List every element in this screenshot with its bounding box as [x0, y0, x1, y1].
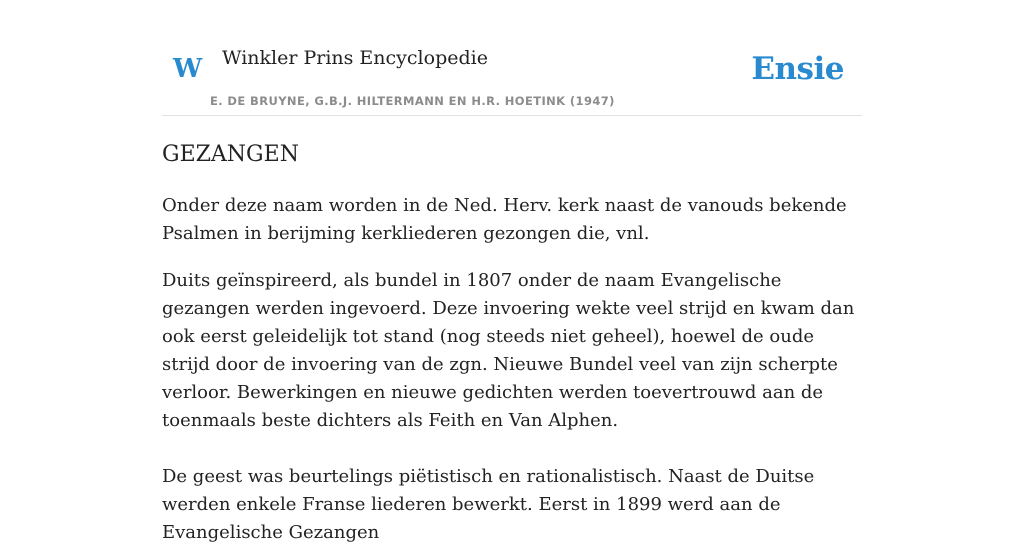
- article-body: [162, 140, 862, 547]
- article-paragraph: De geest was beurtelings piëtistisch en rationalistisch. Naast de Duitse werden enkele Franse liederen bewerkt. Eerst in 1899 werd aan de Evangelische Gezangen: [162, 466, 815, 543]
- article-title: GEZANGEN: [162, 142, 299, 167]
- ensie-logo[interactable]: Ensie: [751, 51, 844, 87]
- source-authors: E. DE BRUYNE, G.B.J. HILTERMANN EN H.R. HOETINK (1947): [210, 94, 615, 108]
- site-header: [162, 36, 862, 116]
- source-title[interactable]: Winkler Prins Encyclopedie: [222, 47, 488, 69]
- article-paragraph: Duits geïnspireerd, als bundel in 1807 onder de naam Evangelische gezangen werden ingevoerd. Deze invoering wekte veel strijd en kwam dan ook eerst geleidelijk tot stand (nog steeds niet geheel), hoewel de oude strijd door de invoering van de zgn. Nieuwe Bundel veel van zijn scherpte verloor. Bewerkingen en nieuwe gedichten werden toevertrouwd aan de toenmaals beste dichters als Feith en Van Alphen.: [162, 270, 855, 431]
- winkler-prins-logo[interactable]: W: [173, 54, 203, 84]
- article-paragraph: Onder deze naam worden in de Ned. Herv. kerk naast de vanouds bekende Psalmen in berijming kerkliederen gezongen die, vnl.: [162, 195, 847, 244]
